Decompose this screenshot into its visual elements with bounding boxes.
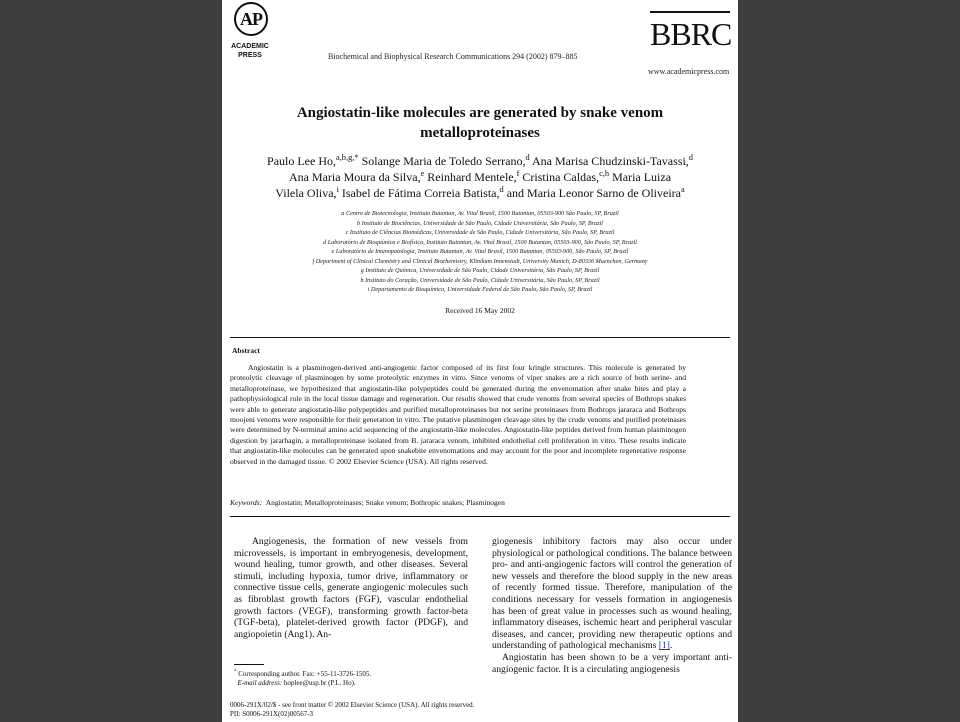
article-page [222,0,738,722]
author-line: Paulo Lee Ho,$^{a,b,g,*}$ Solange Maria de Toledo Serrano,$^d$ Ana Marisa Chudzinski-Tavassi,$^d$ [267,153,693,168]
footnote-rule [234,664,264,665]
email-label: E-mail address: [237,679,283,687]
article-title: Angiostatin-like molecules are generated by snake venom metalloproteinases [296,105,664,141]
author-line: Ana Maria Moura da Silva,$^e$ Reinhard Mentele,$^f$ Cristina Caldas,$^{c,h}$ Maria Luiza [288,169,672,184]
received-date: Received 16 May 2002 [445,306,515,315]
body-text: giogenesis inhibitory factors may also occur under physiological or pathological conditions. The balance between pro- and anti-angiogenic factors will control the generation of new vessels and therefore the blood supply in the new areas of recently formed tissue. Therefore, manipulation of the conditions necessary for vessels formation in angiogenesis has been of great value in processes such as wound healing, inflammatory diseases, ischemic heart and peripheral vascular diseases, and cancer, providing new therapeutic options and understanding of pathological mechanisms [492,536,732,652]
journal-website-link[interactable]: www.academicpress.com [648,67,730,76]
affiliation-line: g Instituto de Química, Universidade de São Paulo, Cidade Universitária, São Paulo, SP, Brazil [360,267,600,274]
affiliation-line: e Laboratório de Imunopatologia, Instituto Butantan, Av. Vital Brasil, 1500 Butantan, 05503-900, São Paulo, SP, Brazil [331,248,629,255]
body-column-left: Angiogenesis, the formation of new vessels from microvessels, is important in embryogenesis, development, wound healing, tumor growth, and other diseases. Several stimuli, including hypoxia, tumor drive, inflammatory or connective tissue cells, generate angiogenic molecules such as fibroblast growth factors (FGF), vascular endothelial growth factors (VEGF), transforming growth factor-beta (TGF-beta), platelet-derived growth factor (PDGF), and angiopoietin (Ang1). An- [234,536,468,640]
author-line: Vilela Oliva,$^i$ Isabel de Fátima Correia Batista,$^d$ and Maria Leonor Sarno de Oliveira$^a$ [275,185,685,200]
body-text: . [669,640,673,652]
affiliation-line: i Departamento de Bioquímica, Universidade Federal de São Paulo, São Paulo, SP, Brazil [367,286,593,293]
affiliation-line: d Laboratório de Bioquímica e Biofísica, Instituto Butantan, Av. Vital Brasil, 1500 Butantan, 05503-900, São Paulo, SP, Brazil [323,238,637,246]
affiliation-line: b Instituto de Biociências, Universidade de São Paulo, Cidade Universitária, São Paulo, SP, Brazil [357,219,603,227]
reference-link[interactable]: [1] [658,640,670,652]
body-paragraph [492,536,732,652]
abstract-text: Angiostatin is a plasminogen-derived anti-angiogenic factor composed of its first four kringle structures. This molecule is generated by proteolytic cleavage of plasminogen by some proteolytic enzymes in vitro. Since venoms of viper snakes are a rich source of both serine- and metalloproteinase, we hypothesized that angiostatin-like polypeptides could be generated during the envenomation after snake bites and play a pathophysiological role in the local tissue damage and regeneration. Our results showed that crude venoms from several species of Bothrops snakes were able to generate angiostatin-like polypeptides and purified metalloproteinases but not serine proteinases from Bothrops jararaca and Bothrops moojeni venoms were responsible for their generation in vitro. The putative plasminogen cleavage sites by the crude venoms and purified proteinases were determined by N-terminal amino acid sequencing of the angiostatin-like molecules. Angiostatin-like peptides derived from human plasminogen digestion by jararhagin, a metalloproteinase isolated from B. jararaca venom, inhibited endothelial cell proliferation in vitro. These results indicate that angiostatin-like molecules can be generated upon snakebite envenomations and may account for the poor and incomplete regenerative response observed in the damaged tissue. © 2002 Elsevier Science (USA). All rights reserved. [230,363,686,466]
logo-letters: AP [240,8,262,29]
email-note [234,679,468,688]
bbrc-rule [650,11,730,13]
footnote [234,670,468,688]
divider [230,337,730,338]
copyright-notice [230,701,474,719]
pii-line: PII: S0006-291X(02)00567-3 [230,710,314,718]
keywords-list: Angiostatin; Metalloproteinases; Snake venom; Bothropic snakes; Plasminogen [265,498,505,507]
keywords-label: Keywords: [230,498,263,507]
journal-citation: Biochemical and Biophysical Research Communications 294 (2002) 879–885 [328,52,578,61]
abstract-heading: Abstract [232,346,260,355]
affiliation-line: a Centro de Biotecnologia, Instituto Butantan, Av. Vital Brasil, 1500 Butantan, 05503-900 São Paulo, SP, Brazil [341,210,619,217]
email-address[interactable]: hoplee@usp.br (P.L. Ho). [283,679,356,687]
publisher-name: ACADEMIC PRESS [231,43,269,59]
divider [230,516,730,517]
affiliation-line: c Instituto de Ciências Biomédicas, Universidade de São Paulo, Cidade Universitária, São Paulo, SP, Brazil [345,229,615,236]
corresponding-text: Corresponding author. Fax: +55-11-3726-1505. [238,670,372,678]
affiliations [242,209,718,295]
body-paragraph: Angiostatin has been shown to be a very important anti-angiogenic factor. It is a circulating angiogenesis [492,651,732,675]
body-column-right [492,536,732,675]
journal-abbrev: BBRC [650,16,732,52]
affiliation-line: h Instituto do Coração, Universidade de São Paulo, Cidade Universitária, São Paulo, SP, Brazil [360,276,600,284]
academic-press-logo-icon [234,2,268,36]
author-list [226,153,734,201]
corresponding-author-note: * Corresponding author. Fax: +55-11-3726-1505. [234,669,372,678]
affiliation-line: f Department of Clinical Chemistry and Clinical Biochemistry, Klinikum Innenstadt, University Munich, D-80336 Muenchen, Germany [312,257,648,265]
copyright-line: 0006-291X/02/$ - see front matter © 2002 Elsevier Science (USA). All rights reserved. [230,701,475,709]
keywords [230,498,505,507]
